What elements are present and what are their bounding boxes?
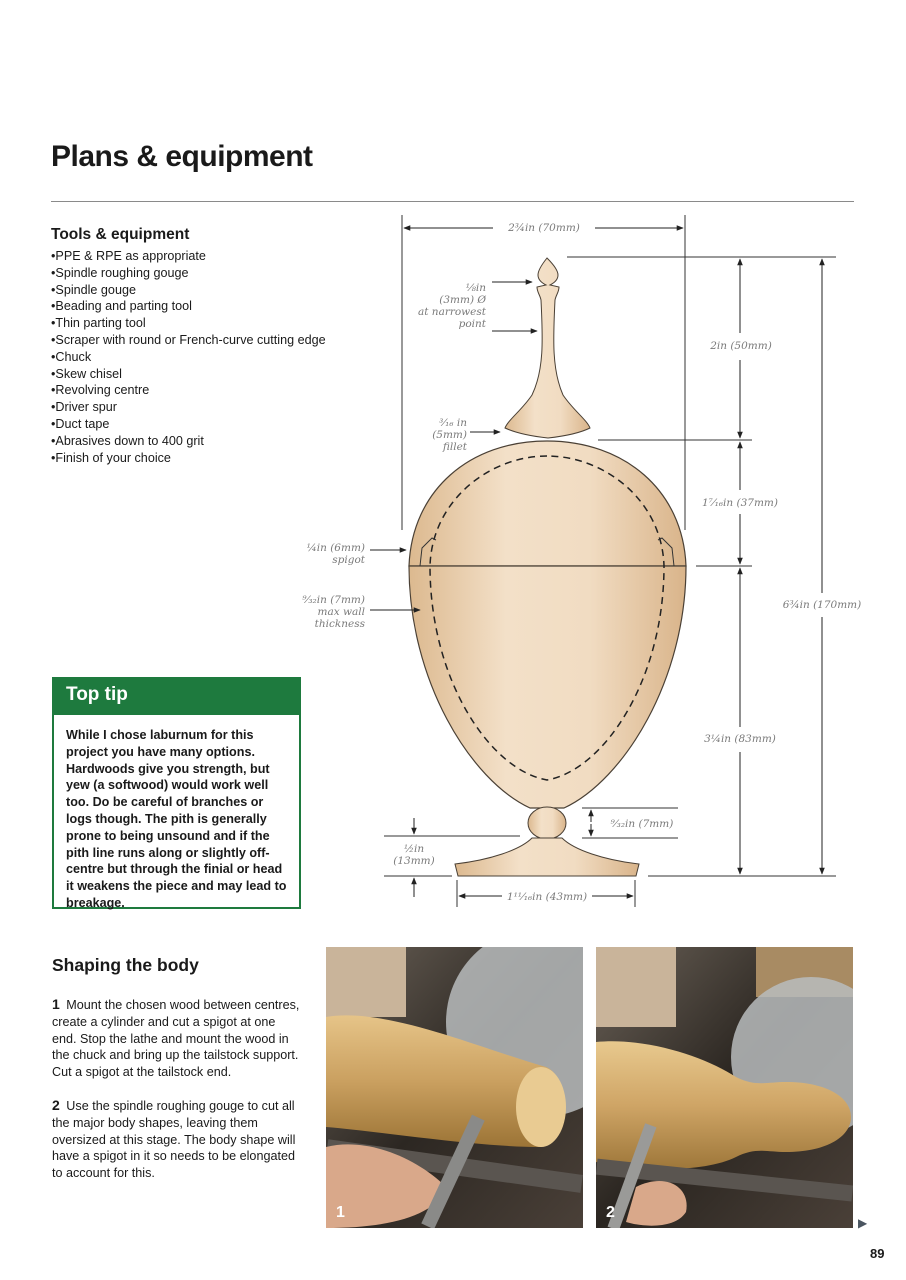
wall-label-2: max wall — [317, 606, 365, 618]
tools-item: • Beading and parting tool — [51, 298, 351, 315]
photo-1-label: 1 — [336, 1204, 345, 1221]
next-page-icon: ▶ — [858, 1216, 868, 1230]
dim-width-top: 2¾in (70mm) — [508, 222, 580, 234]
step-2-text: Use the spindle roughing gouge to cut all the major body shapes, leaving them oversized at this stage. The body shape will have a spigot in it so needs to be elongated to account for this. — [52, 1098, 296, 1181]
step-1 — [52, 996, 302, 1081]
tools-item: • Thin parting tool — [51, 315, 351, 332]
tools-item: • Chuck — [51, 349, 351, 366]
page-title: Plans & equipment — [51, 140, 313, 173]
dim-base-width: 1¹¹⁄₁₆in (43mm) — [506, 891, 588, 903]
finial-label-2: (3mm) Ø — [439, 294, 486, 306]
dim-body-height: 3¼in (83mm) — [704, 733, 776, 745]
wall-label-3: thickness — [314, 618, 365, 630]
foot-label-2: (13mm) — [393, 855, 435, 867]
vessel-lid — [409, 441, 686, 566]
finial-label-4: point — [458, 318, 486, 330]
tools-item: • Skew chisel — [51, 366, 351, 383]
title-divider — [51, 201, 854, 202]
photo-step-1 — [326, 947, 583, 1228]
page-number: 89 — [870, 1246, 885, 1261]
spigot-label-1: ¼in (6mm) — [306, 542, 365, 554]
fillet-label-3: fillet — [442, 441, 467, 453]
photo-2-label: 2 — [606, 1204, 615, 1221]
vessel-bead — [528, 807, 566, 839]
dim-finial-height: 2in (50mm) — [710, 340, 772, 352]
tools-item: • Abrasives down to 400 grit — [51, 433, 351, 450]
spigot-label-2: spigot — [332, 554, 365, 566]
step-2 — [52, 1097, 302, 1182]
dim-lid-height: 1⁷⁄₁₆in (37mm) — [702, 497, 778, 509]
wall-label-1: ⁹⁄₃₂in (7mm) — [302, 594, 365, 606]
foot-label-1: ½in — [403, 843, 425, 855]
step-1-text: Mount the chosen wood between centres, create a cylinder and cut a spigot at one end. Stop the lathe and mount the wood in the chuck and bring up the tailstock support. Cut a spigot at the tailstock end. — [52, 998, 300, 1080]
tools-item: • Spindle roughing gouge — [51, 265, 351, 282]
shaping-heading: Shaping the body — [52, 955, 199, 975]
tools-heading: Tools & equipment — [51, 226, 190, 243]
tools-item: • Finish of your choice — [51, 450, 351, 467]
photo-2-illustration — [596, 947, 853, 1228]
tools-item: • Scraper with round or French-curve cutting edge — [51, 332, 351, 349]
step-1-number: 1 — [52, 996, 60, 1012]
vessel-diagram — [280, 205, 870, 925]
fillet-label-2: (5mm) — [432, 429, 467, 441]
dim-neck-height: ⁹⁄₃₂in (7mm) — [610, 818, 674, 830]
tools-item: • Driver spur — [51, 399, 351, 416]
tools-item: • Spindle gouge — [51, 282, 351, 299]
fillet-label-1: ³⁄₁₆ in — [439, 417, 467, 429]
photo-step-2 — [596, 947, 853, 1228]
top-tip-body: While I chose laburnum for this project you have many options. Hardwoods give you strength, but yew (a softwood) would work well too. Do be careful of branches or logs though. The pith is generally prone to being unsound and if the pith line runs along or slightly off-centre but through the finial or head it weakens the piece and may lead to breakage. — [66, 728, 287, 910]
shaping-section — [52, 955, 302, 1198]
finial-label-1: ⅛in — [465, 282, 486, 294]
dim-total-height: 6¾in (170mm) — [782, 599, 862, 611]
photo-1-illustration — [326, 947, 583, 1228]
tools-item: • PPE & RPE as appropriate — [51, 248, 351, 265]
finial-label-3: at narrowest — [417, 306, 486, 318]
tools-item: • Revolving centre — [51, 382, 351, 399]
vessel-body — [409, 566, 686, 808]
tools-item: • Duct tape — [51, 416, 351, 433]
top-tip-box — [52, 677, 301, 909]
vessel-foot — [455, 838, 639, 876]
top-tip-heading: Top tip — [54, 679, 299, 715]
step-2-number: 2 — [52, 1096, 60, 1113]
vessel-finial — [505, 258, 590, 438]
